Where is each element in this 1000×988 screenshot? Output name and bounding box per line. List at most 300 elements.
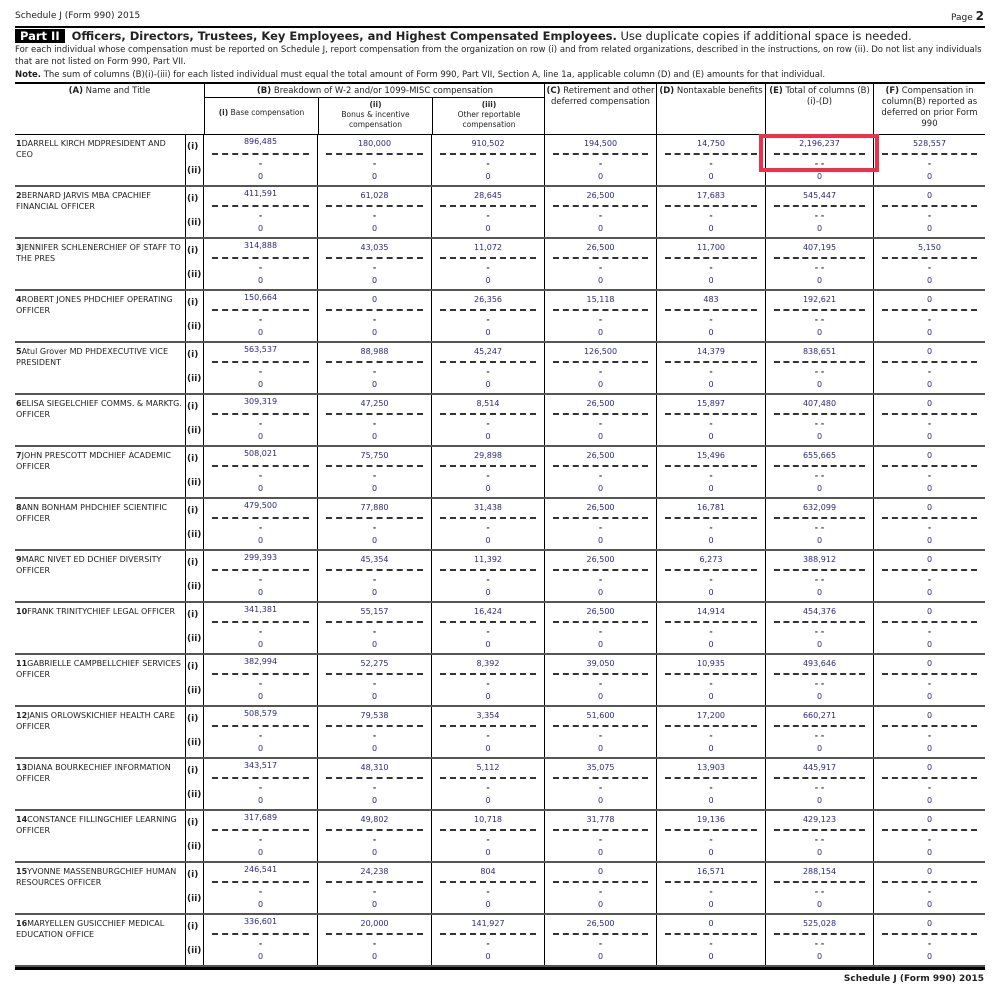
- row-label-ii: (ii): [187, 946, 202, 956]
- value-ii: 0: [708, 536, 714, 545]
- dash-mark: -: [709, 367, 713, 376]
- dashed-rule: [665, 257, 757, 259]
- value-ii: 0: [257, 432, 264, 441]
- cell-nontaxable: [656, 603, 765, 653]
- value-i: 445,917: [802, 763, 837, 772]
- dashed-rule: [212, 725, 309, 727]
- value-i: 14,914: [697, 607, 725, 616]
- cell-deferred: [873, 447, 985, 497]
- cell-nontaxable: [656, 447, 765, 497]
- row-labels: [185, 759, 204, 809]
- cell-other: [431, 759, 544, 809]
- dashed-rule: [774, 361, 865, 363]
- value-ii: 0: [708, 432, 714, 441]
- row-labels: [185, 239, 204, 289]
- cell-nontaxable: [656, 239, 765, 289]
- row-label-i: (i): [187, 142, 199, 152]
- header-text: Compensation in column(B) reported as deferred on prior Form 990: [881, 86, 978, 129]
- cell-base: [204, 395, 317, 445]
- dash-mark: - -: [814, 887, 825, 896]
- row-number: 5: [16, 347, 22, 356]
- dash-mark: -: [927, 783, 932, 792]
- table-row: [15, 811, 985, 863]
- row-labels: [185, 603, 204, 653]
- row-number: 15: [16, 867, 28, 876]
- header-text: Other reportable compensation: [457, 110, 521, 129]
- value-ii: 0: [597, 276, 604, 285]
- dash-mark: -: [258, 419, 263, 428]
- value-i: 528,557: [912, 139, 947, 148]
- dash-mark: -: [486, 471, 490, 480]
- cell-total: [765, 811, 873, 861]
- value-i: 0: [926, 347, 933, 356]
- dashed-rule: [665, 309, 757, 311]
- value-i: 26,500: [586, 243, 615, 252]
- row-labels: [185, 655, 204, 705]
- value-i: 0: [926, 555, 933, 564]
- value-ii: 0: [926, 640, 933, 649]
- dashed-rule: [440, 361, 536, 363]
- cell-other: [431, 343, 544, 393]
- dash-mark: - -: [814, 783, 825, 792]
- dash-mark: - -: [814, 471, 825, 480]
- dash-mark: -: [598, 939, 603, 948]
- header-code: (E): [769, 86, 783, 96]
- dashed-rule: [326, 205, 423, 207]
- value-i: 61,028: [360, 191, 389, 200]
- dash-mark: -: [598, 627, 603, 636]
- header-code: (iii): [481, 100, 497, 109]
- cell-base: [204, 655, 317, 705]
- cell-other: [431, 655, 544, 705]
- value-ii: 0: [597, 432, 604, 441]
- cell-base: [204, 135, 317, 185]
- cell-nontaxable: [656, 135, 765, 185]
- cell-deferred: [873, 915, 985, 965]
- dashed-rule: [326, 673, 423, 675]
- cell-bonus: [317, 863, 431, 913]
- value-ii: 0: [597, 744, 604, 753]
- value-i: 55,157: [360, 607, 389, 616]
- value-i: 0: [371, 295, 378, 304]
- cell-retirement: [544, 135, 656, 185]
- cell-bonus: [317, 707, 431, 757]
- header-code: (C): [546, 86, 561, 96]
- cell-retirement: [544, 187, 656, 237]
- row-number: 11: [16, 659, 28, 668]
- value-i: 26,500: [586, 451, 615, 460]
- value-i: 288,154: [802, 867, 837, 876]
- part-label: Part II: [15, 29, 65, 43]
- dashed-rule: [212, 257, 309, 259]
- cell-bonus: [317, 499, 431, 549]
- row-label-i: (i): [187, 766, 199, 776]
- value-ii: 0: [371, 224, 378, 233]
- row-label-ii: (ii): [187, 270, 202, 280]
- dashed-rule: [326, 361, 423, 363]
- value-i: 341,381: [243, 605, 278, 614]
- person-name-title: [15, 291, 185, 341]
- table-row: [15, 499, 985, 551]
- value-i: 28,645: [474, 191, 502, 200]
- value-i: 429,123: [802, 815, 837, 824]
- dashed-rule: [326, 569, 423, 571]
- value-ii: 0: [257, 224, 264, 233]
- page-number: [951, 9, 984, 25]
- dash-mark: - -: [814, 575, 825, 584]
- dash-mark: -: [258, 471, 263, 480]
- dash-mark: -: [927, 731, 932, 740]
- dash-mark: - -: [814, 159, 825, 168]
- value-ii: 0: [257, 640, 264, 649]
- row-number: 3: [16, 243, 22, 252]
- dashed-rule: [665, 621, 757, 623]
- cell-base: [204, 239, 317, 289]
- cell-bonus: [317, 239, 431, 289]
- person-name-title: [15, 499, 185, 549]
- dashed-rule: [882, 673, 977, 675]
- dash-mark: -: [372, 575, 377, 584]
- dash-mark: -: [598, 679, 603, 688]
- cell-bonus: [317, 395, 431, 445]
- row-labels: [185, 551, 204, 601]
- cell-other: [431, 603, 544, 653]
- dash-mark: -: [372, 731, 377, 740]
- row-number: 14: [16, 815, 28, 824]
- cell-base: [204, 447, 317, 497]
- dash-mark: -: [372, 939, 377, 948]
- value-i: 194,500: [583, 139, 618, 148]
- value-ii: 0: [371, 588, 378, 597]
- cell-deferred: [873, 603, 985, 653]
- dash-mark: -: [258, 679, 263, 688]
- person-name-title: [15, 135, 185, 185]
- cell-total: [765, 239, 873, 289]
- table-row: [15, 655, 985, 707]
- value-i: 14,379: [697, 347, 725, 356]
- dash-mark: -: [372, 419, 377, 428]
- dashed-rule: [212, 153, 309, 155]
- value-ii: 0: [926, 276, 933, 285]
- cell-bonus: [317, 551, 431, 601]
- row-number: 4: [16, 295, 22, 304]
- dash-mark: - -: [814, 211, 825, 220]
- dash-mark: -: [372, 783, 377, 792]
- value-i: 26,500: [586, 399, 615, 408]
- dash-mark: -: [709, 419, 713, 428]
- dash-mark: -: [598, 575, 603, 584]
- dash-mark: -: [258, 783, 263, 792]
- cell-other: [431, 915, 544, 965]
- dash-mark: -: [927, 315, 932, 324]
- dash-mark: -: [927, 835, 932, 844]
- value-i: 17,200: [697, 711, 725, 720]
- dash-mark: -: [486, 315, 490, 324]
- dashed-rule: [882, 465, 977, 467]
- person-name-title: [15, 187, 185, 237]
- dash-mark: -: [709, 783, 713, 792]
- dash-mark: -: [258, 159, 263, 168]
- dash-mark: -: [486, 939, 490, 948]
- cell-other: [431, 187, 544, 237]
- row-number: 2: [16, 191, 22, 200]
- header-other-comp: [432, 98, 545, 134]
- dash-mark: -: [709, 523, 713, 532]
- person-name-title: [15, 863, 185, 913]
- dashed-rule: [440, 829, 536, 831]
- person-name-title: [15, 811, 185, 861]
- row-label-i: (i): [187, 610, 199, 620]
- value-i: 26,500: [586, 191, 615, 200]
- cell-base: [204, 291, 317, 341]
- part-header: [15, 26, 985, 44]
- value-ii: 0: [371, 952, 378, 961]
- value-ii: 0: [597, 952, 604, 961]
- value-ii: 0: [926, 224, 933, 233]
- dash-mark: -: [927, 159, 932, 168]
- cell-nontaxable: [656, 187, 765, 237]
- dash-mark: - -: [814, 523, 825, 532]
- row-number: 13: [16, 763, 28, 772]
- dashed-rule: [212, 205, 309, 207]
- cell-nontaxable: [656, 343, 765, 393]
- header-breakdown: [204, 84, 544, 134]
- value-i: 0: [926, 503, 933, 512]
- value-ii: 0: [816, 224, 823, 233]
- row-labels: [185, 707, 204, 757]
- value-i: 150,664: [243, 293, 278, 302]
- dashed-rule: [882, 361, 977, 363]
- value-ii: 0: [485, 744, 491, 753]
- row-labels: [185, 915, 204, 965]
- dashed-rule: [882, 517, 977, 519]
- value-i: 141,927: [471, 919, 505, 928]
- value-i: 382,994: [243, 657, 278, 666]
- person-name: ELISA SIEGELCHIEF COMMS. & MARKTG. OFFICER: [16, 399, 182, 419]
- value-i: 17,683: [697, 191, 725, 200]
- value-ii: 0: [708, 172, 714, 181]
- cell-deferred: [873, 499, 985, 549]
- value-ii: 0: [708, 744, 714, 753]
- header-text: Retirement and other deferred compensation: [551, 86, 655, 107]
- value-i: 52,275: [360, 659, 389, 668]
- dash-mark: -: [258, 211, 263, 220]
- value-ii: 0: [257, 952, 264, 961]
- dashed-rule: [326, 777, 423, 779]
- value-ii: 0: [597, 380, 604, 389]
- dashed-rule: [665, 517, 757, 519]
- dash-mark: -: [709, 575, 713, 584]
- dash-mark: -: [372, 263, 377, 272]
- cell-other: [431, 863, 544, 913]
- cell-retirement: [544, 447, 656, 497]
- person-name-title: [15, 603, 185, 653]
- value-ii: 0: [597, 484, 604, 493]
- person-name-title: [15, 343, 185, 393]
- cell-retirement: [544, 343, 656, 393]
- value-i: 0: [926, 659, 933, 668]
- dashed-rule: [440, 153, 536, 155]
- cell-base: [204, 499, 317, 549]
- value-i: 79,538: [360, 711, 389, 720]
- dashed-rule: [553, 517, 648, 519]
- value-ii: 0: [257, 328, 264, 337]
- dashed-rule: [882, 569, 977, 571]
- value-ii: 0: [816, 484, 823, 493]
- value-i: 0: [926, 815, 933, 824]
- dashed-rule: [440, 205, 536, 207]
- dashed-rule: [553, 673, 648, 675]
- table-row: [15, 291, 985, 343]
- row-label-ii: (ii): [187, 738, 202, 748]
- value-ii: 0: [816, 952, 823, 961]
- dashed-rule: [212, 621, 309, 623]
- dash-mark: -: [486, 211, 490, 220]
- dashed-rule: [553, 725, 648, 727]
- value-ii: 0: [926, 848, 933, 857]
- row-label-i: (i): [187, 558, 199, 568]
- value-i: 75,750: [360, 451, 389, 460]
- dashed-rule: [326, 933, 423, 935]
- row-label-i: (i): [187, 454, 199, 464]
- dashed-rule: [774, 257, 865, 259]
- cell-nontaxable: [656, 395, 765, 445]
- dash-mark: -: [709, 627, 713, 636]
- row-labels: [185, 187, 204, 237]
- value-i: 88,988: [360, 347, 389, 356]
- dashed-rule: [212, 881, 309, 883]
- header-code: (i): [218, 108, 229, 117]
- cell-retirement: [544, 239, 656, 289]
- value-i: 407,195: [802, 243, 837, 252]
- cell-total: [765, 759, 873, 809]
- value-ii: 0: [926, 900, 933, 909]
- value-i: 493,646: [802, 659, 837, 668]
- dash-mark: -: [598, 159, 603, 168]
- dash-mark: -: [372, 367, 377, 376]
- cell-bonus: [317, 655, 431, 705]
- row-labels: [185, 499, 204, 549]
- cell-deferred: [873, 135, 985, 185]
- person-name-title: [15, 551, 185, 601]
- dash-mark: -: [486, 887, 490, 896]
- value-i: 39,050: [586, 659, 615, 668]
- form-name: Schedule J (Form 990) 2015: [15, 11, 141, 21]
- dashed-rule: [665, 881, 757, 883]
- value-ii: 0: [257, 796, 264, 805]
- value-ii: 0: [708, 848, 714, 857]
- value-ii: 0: [816, 536, 823, 545]
- dash-mark: - -: [814, 627, 825, 636]
- dash-mark: -: [372, 315, 377, 324]
- cell-other: [431, 239, 544, 289]
- dashed-rule: [326, 829, 423, 831]
- note-text: The sum of columns (B)(i)-(iii) for each listed individual must equal the total amount of Form 990, Part VII, Section A, line 1a, applicable column (D) and (E) amounts for that individual.: [43, 70, 826, 80]
- cell-deferred: [873, 811, 985, 861]
- header-text: Name and Title: [85, 86, 151, 96]
- dashed-rule: [440, 621, 536, 623]
- value-i: 838,651: [802, 347, 837, 356]
- row-labels: [185, 863, 204, 913]
- header-code: (D): [659, 86, 675, 96]
- cell-retirement: [544, 863, 656, 913]
- page-label: Page: [950, 13, 973, 23]
- table-row: [15, 343, 985, 395]
- row-label-i: (i): [187, 870, 199, 880]
- value-ii: 0: [597, 692, 604, 701]
- dashed-rule: [326, 465, 423, 467]
- value-ii: 0: [708, 328, 714, 337]
- note: [15, 69, 985, 81]
- cell-retirement: [544, 655, 656, 705]
- value-ii: 0: [257, 380, 264, 389]
- value-ii: 0: [485, 900, 491, 909]
- dashed-rule: [665, 413, 757, 415]
- row-labels: [185, 811, 204, 861]
- dashed-rule: [212, 673, 309, 675]
- dashed-rule: [326, 257, 423, 259]
- cell-retirement: [544, 915, 656, 965]
- dash-mark: -: [927, 575, 932, 584]
- value-i: 49,802: [360, 815, 389, 824]
- dashed-rule: [665, 569, 757, 571]
- value-ii: 0: [485, 952, 491, 961]
- person-name-title: [15, 655, 185, 705]
- dash-mark: -: [598, 315, 603, 324]
- value-ii: 0: [371, 692, 378, 701]
- value-i: 508,579: [243, 709, 278, 718]
- dashed-rule: [326, 413, 423, 415]
- value-i: 26,500: [586, 919, 615, 928]
- dashed-rule: [212, 777, 309, 779]
- dashed-rule: [882, 309, 977, 311]
- dash-mark: - -: [814, 315, 825, 324]
- cell-base: [204, 811, 317, 861]
- dash-mark: -: [927, 679, 932, 688]
- value-i: 314,888: [243, 241, 278, 250]
- dashed-rule: [553, 361, 648, 363]
- row-labels: [185, 447, 204, 497]
- dash-mark: -: [258, 731, 263, 740]
- table-header: [15, 84, 985, 135]
- person-name: Atul Grover MD PHDEXECUTIVE VICE PRESIDENT: [16, 347, 169, 367]
- cell-other: [431, 811, 544, 861]
- note-label: Note.: [15, 70, 42, 80]
- value-i: 29,898: [474, 451, 502, 460]
- header-text: Bonus & incentive compensation: [341, 110, 410, 129]
- cell-nontaxable: [656, 707, 765, 757]
- dash-mark: -: [709, 731, 713, 740]
- header-text: Total of columns (B)(i)-(D): [785, 86, 870, 107]
- value-ii: 0: [926, 380, 933, 389]
- dash-mark: -: [598, 783, 603, 792]
- dash-mark: - -: [814, 263, 825, 272]
- person-name: MARC NIVET ED DCHIEF DIVERSITY OFFICER: [16, 555, 162, 575]
- dash-mark: -: [486, 627, 490, 636]
- person-name: BERNARD JARVIS MBA CPACHIEF FINANCIAL OFFICER: [16, 191, 151, 211]
- value-i: 26,500: [586, 555, 615, 564]
- cell-retirement: [544, 499, 656, 549]
- dash-mark: -: [372, 835, 377, 844]
- value-i: 896,485: [243, 137, 278, 146]
- value-i: 77,880: [360, 503, 389, 512]
- dash-mark: -: [598, 523, 603, 532]
- value-ii: 0: [485, 328, 491, 337]
- cell-other: [431, 291, 544, 341]
- dashed-rule: [553, 153, 648, 155]
- value-ii: 0: [926, 952, 933, 961]
- dashed-rule: [665, 777, 757, 779]
